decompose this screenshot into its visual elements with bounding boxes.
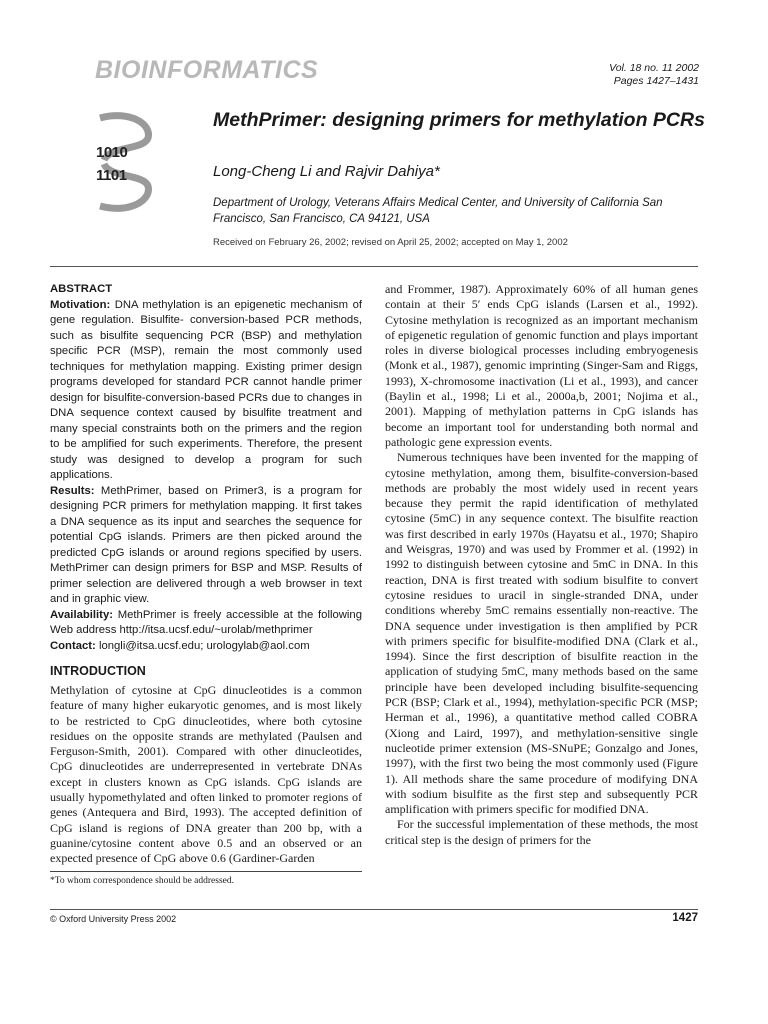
journal-name: BIOINFORMATICS <box>95 56 319 84</box>
paper-title: MethPrimer: designing primers for methylation PCRs <box>213 109 705 131</box>
pages-line: Pages 1427–1431 <box>613 75 699 87</box>
paper-authors: Long-Cheng Li and Rajvir Dahiya* <box>213 163 440 180</box>
introduction-heading: INTRODUCTION <box>50 664 146 678</box>
results-text: MethPrimer, based on Primer3, is a program for designing PCR primers for methylation mapping. It first takes a DNA sequence as its input and searches the sequence for potential CpG islands. Primers are then picked around the predicted CpG islands or around regions specified by users. MethPrimer can design primers for BSP and MSP. Results of primer selection are delivered through a web browser in text and in graphic view. <box>50 484 362 605</box>
received-dates: Received on February 26, 2002; revised on April 25, 2002; accepted on May 1, 2002 <box>213 237 568 248</box>
logo-digits-bottom: 1101 <box>96 167 127 184</box>
motivation-label: Motivation: <box>50 298 111 311</box>
author-affiliation: Department of Urology, Veterans Affairs Medical Center, and University of California San Francisco, San Francisco, CA 94121, USA <box>213 197 663 225</box>
abstract-results <box>50 484 362 608</box>
right-paragraph-3: For the successful implementation of these methods, the most critical step is the design of primers for the <box>385 817 698 847</box>
abstract-availability <box>50 608 362 639</box>
logo-digits-top: 1010 <box>96 144 128 161</box>
left-column <box>50 282 362 867</box>
right-column <box>385 282 698 848</box>
right-paragraph-1: and Frommer, 1987). Approximately 60% of all human genes contain at their 5′ ends CpG islands (Larsen et al., 1992). Cytosine methylation is recognized as an important mechanism of epigenetic regulation of genomic function and plays important roles in diverse biological processes including embryogenesis (Monk et al., 1987), genomic imprinting (Singer-Sam and Riggs, 1993), X-chromosome inactivation (Li et al., 1993), and cancer (Baylin et al., 1998; Li et al., 2000a,b, 2001; Nojima et al., 2001). Mapping of methylation patterns in CpG islands has become an important tool for understanding both normal and pathologic gene expression events. <box>385 282 698 449</box>
contact-label: Contact: <box>50 639 96 652</box>
volume-line: Vol. 18 no. 11 2002 <box>609 62 699 74</box>
header-divider <box>50 266 698 267</box>
right-paragraph-2: Numerous techniques have been invented for the mapping of cytosine methylation, among them, bisulfite-conversion-based methods are probably the most widely used in recent years because they permit the rapid identification of methylated cytosine (5mC) in any sequence context. The bisulfite reaction was first described in early 1970s (Hayatsu et al., 1970; Shapiro and Weisgras, 1970) and was used by Frommer et al. (1992) in 1992 to distinguish between cytosine and 5mC in DNA. In this reaction, DNA is first treated with sodium bisulfite to convert cytosine residues to uracil in single-stranded DNA, under conditions whereby 5mC remains essentially non-reactive. The DNA sequence under investigation is then amplified by PCR with primers specific for bisulfite-modified DNA (Clark et al., 1994). Since the first description of bisulfite reaction in the application of studying 5mC, many methods based on the same principle have been developed including bisulfite-sequencing PCR (BSP; Clark et al., 1994), methylation-specific PCR (MSP; Herman et al., 1996), a quantitative method called COBRA (Xiong and Laird, 1997), and methylation-sensitive single nucleotide primer extension (MS-SNuPE; Gonzalgo and Jones, 1997), with the first two being the most commonly used (Figure 1). All methods share the same procedure of modifying DNA with sodium bisulfite as the first step and subsequently PCR amplification with primers specific for modified DNA. <box>385 450 698 817</box>
introduction-paragraph-1: Methylation of cytosine at CpG dinucleotides is a common feature of many higher eukaryotic genomes, and is most likely to be restricted to CpG dinucleotides, where both cytosine residues on the opposite strands are methylated (Paulsen and Ferguson-Smith, 2001). Compared with other dinucleotides, CpG dinucleotides are underrepresented in vertebrate DNAs except in clusters known as CpG islands. CpG islands are usually hypomethylated and often linked to promoter regions of genes (Antequera and Bird, 1993). The accepted definition of CpG island is regions of DNA greater than 200 bp, with a guanine/cytosine content above 0.5 and an observed or an expected presence of CpG above 0.6 (Gardiner-Garden <box>50 683 362 866</box>
copyright-notice: © Oxford University Press 2002 <box>50 914 177 924</box>
abstract-motivation <box>50 298 362 484</box>
abstract-contact <box>50 639 362 655</box>
motivation-text: DNA methylation is an epigenetic mechanism of gene regulation. Bisulfite- conversion-based PCR methods, such as bisulfite sequencing PCR (BSP) and methylation specific PCR (MSP), remain the most commonly used techniques for methylation mapping. Existing primer design programs developed for standard PCR cannot handle primer design for bisulfite-conversion-based PCRs due to changes in DNA sequence context caused by bisulfite treatment and many special constraints both on the primers and the region to be amplified for such experiments. Therefore, the present study was designed to develop a program for such applications. <box>50 298 362 481</box>
results-label: Results: <box>50 484 95 497</box>
page-number: 1427 <box>672 912 698 924</box>
availability-label: Availability: <box>50 608 113 621</box>
correspondence-footnote: *To whom correspondence should be addressed. <box>50 876 235 886</box>
availability-text: MethPrimer is freely accessible at the following Web address http://itsa.ucsf.edu/~urolab/methprimer <box>50 608 362 636</box>
journal-logo-icon <box>90 110 160 214</box>
abstract-heading: ABSTRACT <box>50 283 113 295</box>
footnote-divider <box>50 871 362 872</box>
contact-text: longli@itsa.ucsf.edu; urologylab@aol.com <box>95 639 310 652</box>
footer-divider <box>50 909 698 910</box>
volume-info <box>609 62 699 88</box>
